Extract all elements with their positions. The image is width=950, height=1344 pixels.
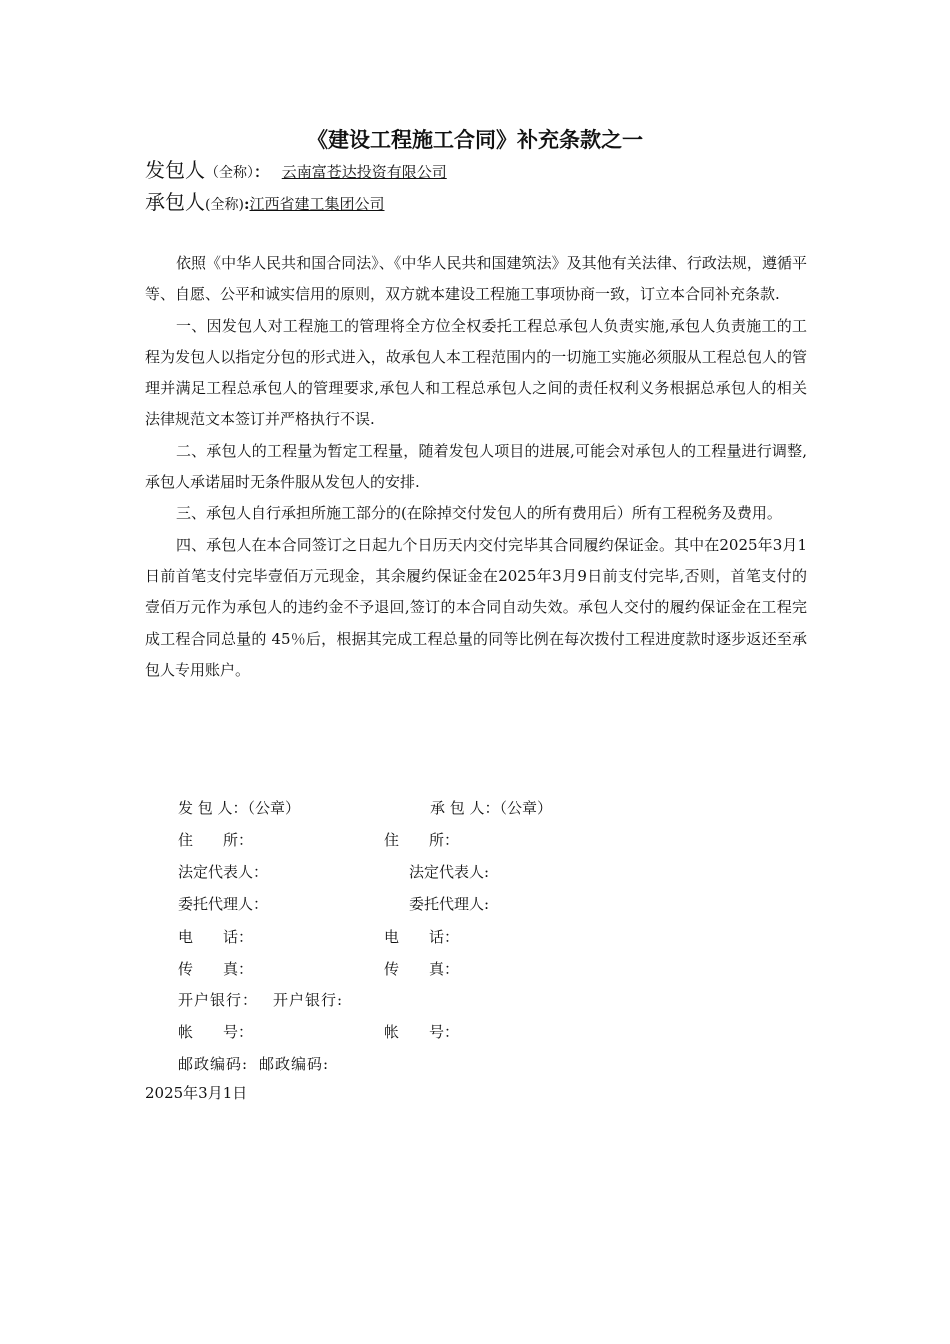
party-b-label: 承包人 [145, 190, 205, 214]
sig-left-fax: 传 真： [178, 960, 254, 978]
party-a-colon: ： [254, 163, 270, 181]
party-a-name: 云南富苍达投资有限公司 [281, 163, 447, 181]
sig-right-postcode: 邮政编码: [259, 1055, 330, 1073]
party-b-line [145, 186, 385, 215]
paragraph-clause-1: 一、因发包人对工程施工的管理将全方位全权委托工程总承包人负责实施,承包人负责施工的工程为发包人以指定分包的形式进入，故承包人本工程范围内的一切施工实施必须服从工程总包人的管理并满足工程总承包人的管理要求,承包人和工程总承包人之间的责任权利义务根据总承包人的相关法律规范文本签订并严格执行不误. [145, 316, 807, 429]
sig-left-phone: 电 话： [178, 928, 254, 946]
sig-left-agent: 委托代理人： [178, 895, 269, 913]
document-title: 《建设工程施工合同》补充条款之一 [307, 128, 643, 152]
party-b-colon: : [243, 195, 250, 213]
sig-left-bank: 开户银行： [178, 991, 259, 1009]
sig-right-phone: 电 话： [384, 928, 460, 946]
sig-left-account: 帐 号： [178, 1023, 254, 1041]
paragraph-clause-2: 二、承包人的工程量为暂定工程量，随着发包人项目的进展,可能会对承包人的工程量进行调整,承包人承诺届时无条件服从发包人的安排. [145, 441, 807, 492]
sig-left-address: 住 所： [178, 831, 254, 849]
sig-right-fax: 传 真： [384, 960, 460, 978]
sig-right-account: 帐 号： [384, 1023, 460, 1041]
sig-right-address: 住 所： [384, 831, 460, 849]
sig-right-party: 承 包 人：（公章） [430, 799, 553, 817]
party-a-line [145, 154, 447, 183]
sig-right-agent: 委托代理人: [409, 895, 490, 913]
contract-date: 2025年3月1日 [145, 1084, 248, 1102]
sig-right-bank: 开户银行: [273, 991, 344, 1009]
sig-left-legal-rep: 法定代表人： [178, 863, 269, 881]
party-b-full-label: (全称) [205, 197, 244, 213]
party-a-full-label: （全称） [205, 165, 254, 181]
paragraph-clause-4: 四、承包人在本合同签订之日起九个日历天内交付完毕其合同履约保证金。其中在2025年3月1日前首笔支付完毕壹佰万元现金，其余履约保证金在2025年3月9日前支付完毕,否则，首笔支付的壹佰万元作为承包人的违约金不予退回,签订的本合同自动失效。承包人交付的履约保证金在工程完成工程合同总量的 45％后，根据其完成工程总量的同等比例在每次拨付工程进度款时逐步返还至承包人专用账户。 [145, 535, 807, 679]
paragraph-preamble: 依照《中华人民共和国合同法》、《中华人民共和国建筑法》及其他有关法律、行政法规，遵循平等、自愿、公平和诚实信用的原则，双方就本建设工程施工事项协商一致，订立本合同补充条款. [145, 254, 807, 304]
sig-left-party: 发 包 人：（公章） [178, 799, 301, 817]
sig-right-legal-rep: 法定代表人: [409, 863, 490, 881]
paragraph-clause-3: 三、承包人自行承担所施工部分的(在除掉交付发包人的所有费用后）所有工程税务及费用。 [176, 504, 782, 523]
party-a-label: 发包人 [145, 158, 205, 182]
sig-left-postcode: 邮政编码: [178, 1055, 249, 1073]
contract-body [145, 248, 807, 686]
party-b-name: 江西省建工集团公司 [249, 195, 385, 213]
